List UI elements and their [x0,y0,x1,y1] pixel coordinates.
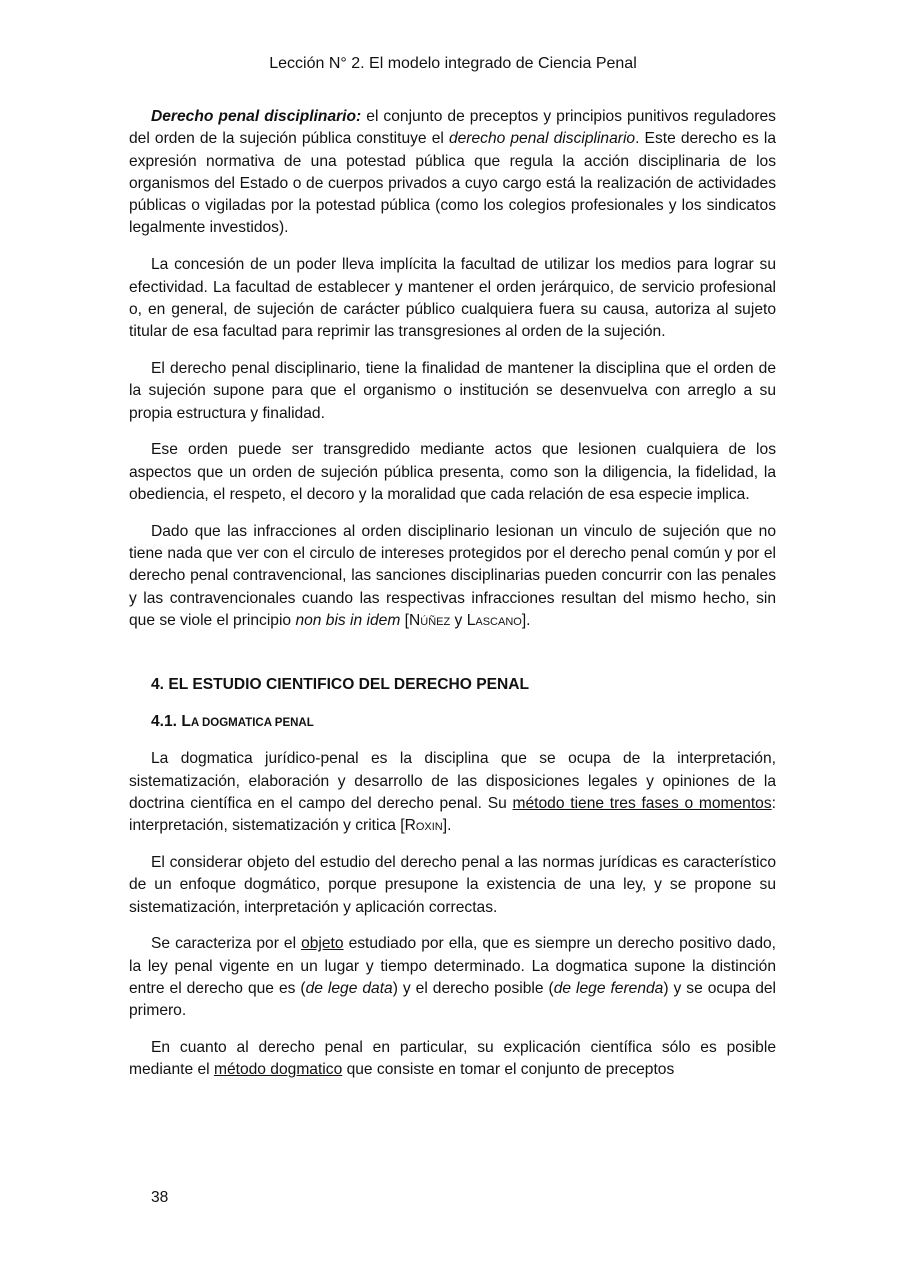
section-heading: 4. EL ESTUDIO CIENTIFICO DEL DERECHO PENAL [151,676,530,694]
paragraph-infracciones-disciplinarias [129,521,776,632]
term-derecho-penal-disciplinario: Derecho penal disciplinario: [151,108,362,125]
text-run: ]. [521,611,531,629]
emphasis-de-lege-data: de lege data [305,980,393,997]
subsection-heading [129,711,776,734]
paragraph-concesion-poder: La concesión de un poder lleva implícita la facultad de utilizar los medios para lograr su efectividad. La facultad de establecer y mantener el orden jerárquico, de servicio profesional o, en general, de sujeción de carácter público cualquiera fuera su causa, autoriza al sujeto titular de esa facultad para reprimir las transgresiones al orden de la sujeción. [129,256,776,341]
emphasis-de-lege-ferenda: de lege ferenda [553,980,664,997]
text-run: y [450,611,467,629]
text-run: ) y el derecho posible ( [392,980,554,997]
subsection-number: 4.1. [151,712,182,730]
text-run: La dogmatica jurídico-penal es la disciplina que se ocupa de la interpretación, sistematización, elaboración y desarrollo de las disposiciones legales y opiniones de la doctrina científica en el campo del derecho penal. Su [129,750,776,812]
text-run: estudiado por ella, que es siempre un derecho positivo dado, la ley penal vigente en un lugar y tiempo determinado. La dogmatica supone la distinción entre el derecho que es ( [129,935,776,997]
paragraph-finalidad: El derecho penal disciplinario, tiene la finalidad de mantener la disciplina que el orden de la sujeción supone para que el organismo o institución se desenvuelva con arreglo a su propia estructura y finalidad. [129,359,776,422]
underlined-objeto: objeto [301,935,344,953]
text-run: En cuanto al derecho penal en particular, su explicación científica sólo es posible mediante el [129,1039,776,1079]
text-run: que consiste en tomar el conjunto de preceptos [342,1061,675,1079]
emphasis-derecho-penal-disciplinario: derecho penal disciplinario [448,130,636,148]
citation-author-nunez: Núñez [409,611,451,629]
text-run: ) y se ocupa del primero. [129,980,777,1020]
text-run: el conjunto de preceptos y principios punitivos reguladores del orden de la sujeción pública constituye el [129,108,776,148]
underlined-metodo-dogmatico: método dogmatico [213,1061,343,1079]
subsection-title-rest: A DOGMATICA PENAL [190,716,314,729]
text-run: Dado que las infracciones al orden disciplinario lesionan un vinculo de sujeción que no tiene nada que ver con el circulo de intereses protegidos por el derecho penal común y por el derecho penal contravencional, las sanciones disciplinarias pueden concurrir con las penales y las contravencionales cuando las respectivas infracciones resultan del mismo hecho, sin que se viole el principio [129,522,776,629]
paragraph-metodo-dogmatico [129,1037,776,1082]
paragraph-transgresion-orden: Ese orden puede ser transgredido mediante actos que lesionen cualquiera de los aspectos que un orden de sujeción pública presenta, como son la diligencia, la fidelidad, la obediencia, el respeto, el decoro y la moralidad que cada relación de esa especie implica. [129,441,776,503]
underlined-metodo-fases: método tiene tres fases o momentos [512,794,772,812]
citation-author-lascano: Lascano [466,611,522,629]
text-run: ]. [442,817,452,835]
emphasis-non-bis-in-idem: non bis in idem [295,611,401,629]
running-header: Lección N° 2. El modelo integrado de Ciencia Penal [269,55,637,72]
paragraph-enfoque-dogmatico: El considerar objeto del estudio del derecho penal a las normas jurídicas es característico de un enfoque dogmático, porque presupone la existencia de una ley, y se propone su sistematización, interpretación y aplicación correctas. [129,854,776,916]
text-run: [ [400,611,409,629]
paragraph-dogmatica-definicion [129,748,776,837]
paragraph-derecho-penal-disciplinario [129,106,776,240]
subsection-initial: L [181,712,191,730]
page-number: 38 [151,1189,169,1206]
paragraph-objeto [129,933,776,1022]
text-run: : interpretación, sistematización y critica [ [129,794,777,835]
text-run: . Este derecho es la expresión normativa de una potestad pública que regula la acción disciplinaria de los organismos del Estado o de cuerpos privados a cuyo cargo está la realización de actividades públicas o vigiladas por la potestad pública (como los colegios profesionales y los sindicatos legalmente investidos). [129,130,776,237]
citation-author-roxin: Roxin [404,817,443,835]
text-run: Se caracteriza por el [151,935,302,953]
body-text [129,106,776,1082]
